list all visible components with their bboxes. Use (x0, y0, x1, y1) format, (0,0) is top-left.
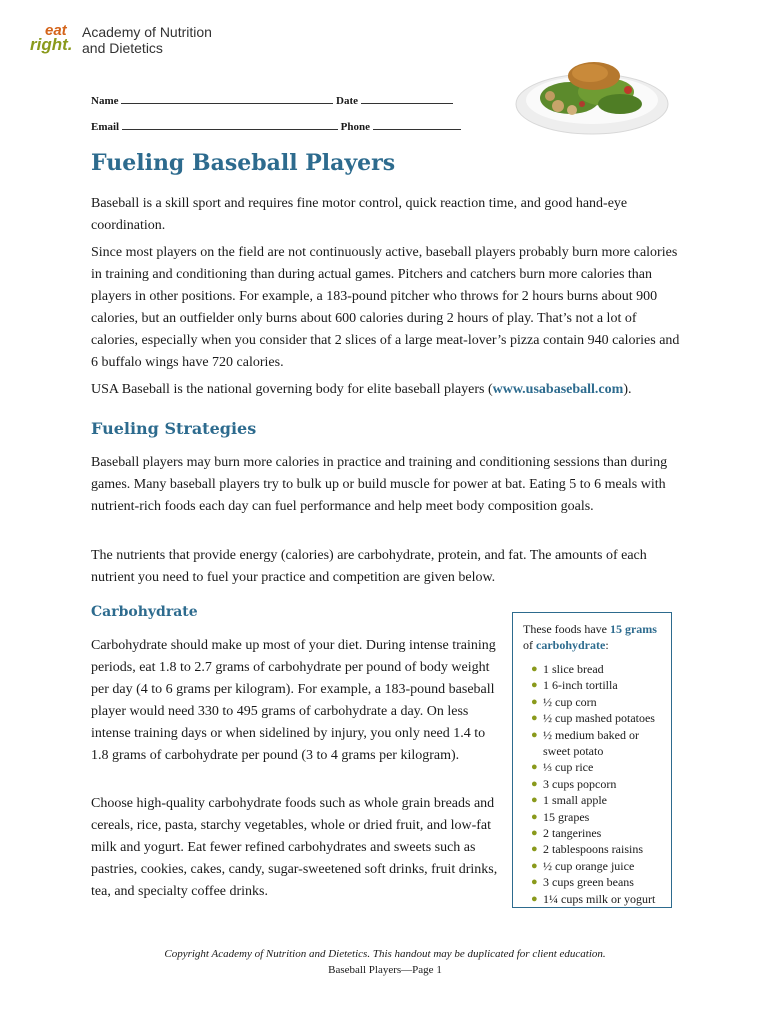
form-row-name (91, 93, 453, 107)
list-item-text: 1 6-inch tortilla (543, 678, 618, 693)
list-item-text: ½ medium baked or sweet potato (543, 727, 639, 759)
bullet-icon: ● (531, 827, 538, 840)
list-item (523, 841, 665, 857)
intro-paragraph-3 (91, 379, 681, 401)
usabaseball-link[interactable]: www.usabaseball.com (492, 382, 624, 397)
logo-line-1: Academy of Nutrition (82, 24, 212, 40)
list-item-text: 1¼ cups milk or yogurt (543, 891, 656, 906)
list-item (523, 858, 665, 874)
bullet-icon: ● (531, 859, 538, 872)
bullet-icon: ● (531, 892, 538, 905)
date-field[interactable] (361, 93, 453, 104)
list-item (523, 727, 665, 760)
list-item-text: 1 slice bread (543, 662, 604, 676)
list-item (523, 825, 665, 841)
strategies-paragraph-2: The nutrients that provide energy (calories) are carbohydrate, protein, and fat. The amounts of each nutrient you need to fuel your practice and competition are given below. (91, 548, 647, 585)
carbohydrate-paragraph-2: Choose high-quality carbohydrate foods such as whole grain breads and cereals, rice, pasta, starchy vegetables, whole or dried fruit, and low-fat milk and yogurt. Eat fewer refined carbohydrates and sweets such as pastries, cookies, cakes, candy, sugar-sweetened soft drinks, fruit drinks, tea, and specialty coffee drinks. (91, 796, 498, 899)
email-field[interactable] (122, 119, 338, 130)
list-item-text: ½ cup orange juice (543, 858, 635, 873)
carb-foods-sidebox (512, 612, 672, 908)
list-item (523, 776, 665, 792)
list-item (523, 677, 665, 693)
list-item (523, 891, 665, 907)
copyright-notice: Copyright Academy of Nutrition and Dietetics. This handout may be duplicated for client education. (164, 948, 606, 960)
phone-label: Phone (340, 121, 370, 133)
list-item-text: ⅓ cup rice (543, 760, 594, 775)
list-item (523, 661, 665, 677)
page-number: Baseball Players—Page 1 (328, 964, 442, 976)
list-item-text: 3 cups green beans (543, 875, 634, 890)
list-item-text: 1 small apple (543, 793, 607, 808)
list-item-text: 2 tablespoons raisins (543, 842, 643, 857)
list-item (523, 792, 665, 808)
bullet-icon: ● (531, 843, 538, 856)
bullet-icon: ● (531, 876, 538, 889)
carbohydrate-paragraph-1: Carbohydrate should make up most of your diet. During intense training periods, eat 1.8 to 2.7 grams of carbohydrate per pound of body weight per day (4 to 6 grams per kilogram). For example, a 183-pound baseball player would need 330 to 495 grams of carbohydrate a day. On less intense training days or when sidelined by injury, you only need 1.4 to 1.8 grams of carbohydrate per pound (3 to 4 grams per kilogram). (91, 638, 496, 763)
list-item (523, 710, 665, 726)
salad-plate-icon (510, 40, 670, 140)
eatright-logo-mark (30, 24, 76, 58)
list-item-text: 2 tangerines (543, 826, 602, 841)
phone-field[interactable] (373, 119, 461, 130)
carb-foods-list (523, 661, 665, 907)
email-label: Email (91, 121, 120, 133)
intro-p3-text: USA Baseball is the national governing body for elite baseball players ( (91, 382, 493, 397)
list-item-text: ½ cup corn (543, 694, 597, 709)
intro-p3-end: ). (623, 382, 632, 397)
logo-right-text: right. (30, 35, 73, 54)
name-label: Name (91, 95, 119, 107)
logo-org-name (82, 24, 212, 56)
sidebox-title-grams: 15 grams (609, 622, 657, 636)
list-item (523, 694, 665, 710)
sidebox-title-carb: carbohydrate (536, 638, 606, 652)
intro-paragraph-2: Since most players on the field are not continuously active, baseball players probably burn more calories in training and conditioning than during actual games. Pitchers and catchers burn more calories than players in other positions. For example, a 183-pound pitcher who throws for 2 hours burns about 900 calories, but an outfielder only burns about 600 calories during 2 hours of play. That’s not a lot of calories, especially when you consider that 2 slices of a large meat-lover’s pizza contain 940 calories and 6 buffalo wings have 720 calories. (91, 245, 680, 370)
page-title: Fueling Baseball Players (91, 150, 396, 176)
name-field[interactable] (121, 93, 333, 104)
date-label: Date (336, 95, 358, 107)
sidebox-title (523, 621, 665, 653)
list-item-text: 15 grapes (543, 809, 590, 824)
logo-eat-text: eat (45, 22, 67, 39)
bullet-icon: ● (531, 679, 538, 692)
bullet-icon: ● (531, 777, 538, 790)
list-item-text: ½ cup mashed potatoes (543, 711, 655, 726)
logo-line-2: and Dietetics (82, 40, 163, 56)
fueling-strategies-heading: Fueling Strategies (91, 419, 257, 438)
bullet-icon: ● (531, 728, 538, 741)
bullet-icon: ● (531, 794, 538, 807)
bullet-icon: ● (531, 695, 538, 708)
list-item (523, 809, 665, 825)
sidebox-title-c: of (523, 638, 536, 652)
sidebox-title-e: : (605, 638, 609, 652)
intro-paragraph-1: Baseball is a skill sport and requires fine motor control, quick reaction time, and good hand-eye coordination. (91, 196, 628, 233)
list-item (523, 759, 665, 775)
bullet-icon: ● (531, 712, 538, 725)
bullet-icon: ● (531, 761, 538, 774)
form-row-email (91, 119, 461, 133)
bullet-icon: ● (531, 663, 538, 675)
carbohydrate-heading: Carbohydrate (91, 604, 198, 620)
sidebox-title-a: These foods have (523, 622, 610, 636)
academy-logo (30, 22, 230, 58)
page-footer (0, 946, 770, 978)
bullet-icon: ● (531, 810, 538, 823)
list-item-text: 3 cups popcorn (543, 776, 617, 791)
list-item (523, 874, 665, 890)
strategies-paragraph-1: Baseball players may burn more calories in practice and training and conditioning sessions than during games. Many baseball players try to bulk up or build muscle for power at bat. Eating 5 to 6 meals with nutrient-rich foods each day can fuel performance and help meet body composition goals. (91, 455, 668, 514)
